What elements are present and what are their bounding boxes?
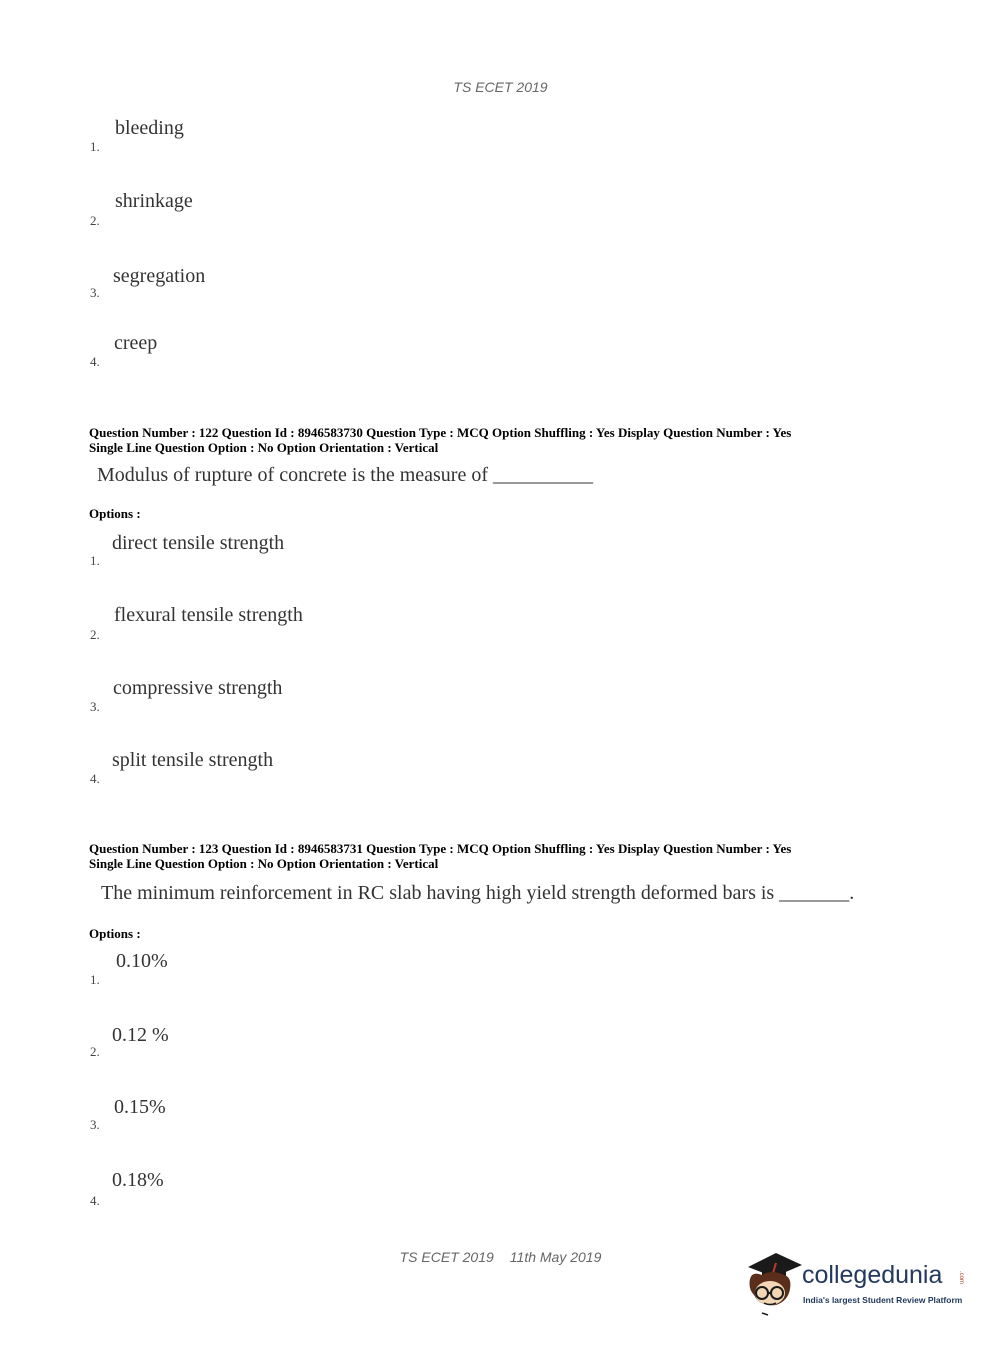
option-text: shrinkage [115,190,193,212]
option-text: 0.10% [116,950,168,972]
options-label: Options : [89,506,141,521]
option-number: 3. [90,285,100,300]
question-text: The minimum reinforcement in RC slab having high yield strength deformed bars is _______. [101,882,855,904]
option-text: 0.15% [114,1096,166,1118]
option-number: 4. [90,354,100,369]
option-text: flexural tensile strength [114,604,303,626]
footer-exam: TS ECET 2019 [399,1249,494,1265]
option-number: 4. [90,1193,100,1208]
option-number: 1. [90,139,100,154]
option-number: 3. [90,1117,100,1132]
option-text: segregation [113,265,206,287]
option-text: 0.18% [112,1169,164,1191]
option-text: compressive strength [113,677,283,699]
option-text: bleeding [115,117,184,139]
collegedunia-logo[interactable] [742,1249,972,1319]
logo-brand-text: collegedunia [802,1261,943,1289]
question-text: Modulus of rupture of concrete is the measure of __________ [97,464,593,486]
option-number: 2. [90,627,100,642]
option-number: 4. [90,771,100,786]
question-meta-line2: Single Line Question Option : No Option Orientation : Vertical [89,440,439,455]
page-header: TS ECET 2019 [453,79,548,95]
question-meta-line1: Question Number : 123 Question Id : 8946583731 Question Type : MCQ Option Shuffling : Yes Display Question Number : Yes [89,841,792,856]
options-label: Options : [89,926,141,941]
option-number: 2. [90,1044,100,1059]
mascot-graduation-cap-icon [742,1249,804,1319]
option-number: 2. [90,213,100,228]
question-meta-line1: Question Number : 122 Question Id : 8946583730 Question Type : MCQ Option Shuffling : Yes Display Question Number : Yes [89,425,792,440]
option-number: 3. [90,699,100,714]
option-text: 0.12 % [112,1024,169,1046]
logo-tagline: India's largest Student Review Platform [803,1295,963,1305]
option-text: split tensile strength [112,749,274,771]
footer-date: 11th May 2019 [509,1249,602,1265]
option-text: direct tensile strength [112,532,285,554]
question-meta-line2: Single Line Question Option : No Option Orientation : Vertical [89,856,439,871]
option-text: creep [114,332,158,354]
option-number: 1. [90,972,100,987]
logo-dotcom: .com [958,1271,964,1285]
option-number: 1. [90,553,100,568]
